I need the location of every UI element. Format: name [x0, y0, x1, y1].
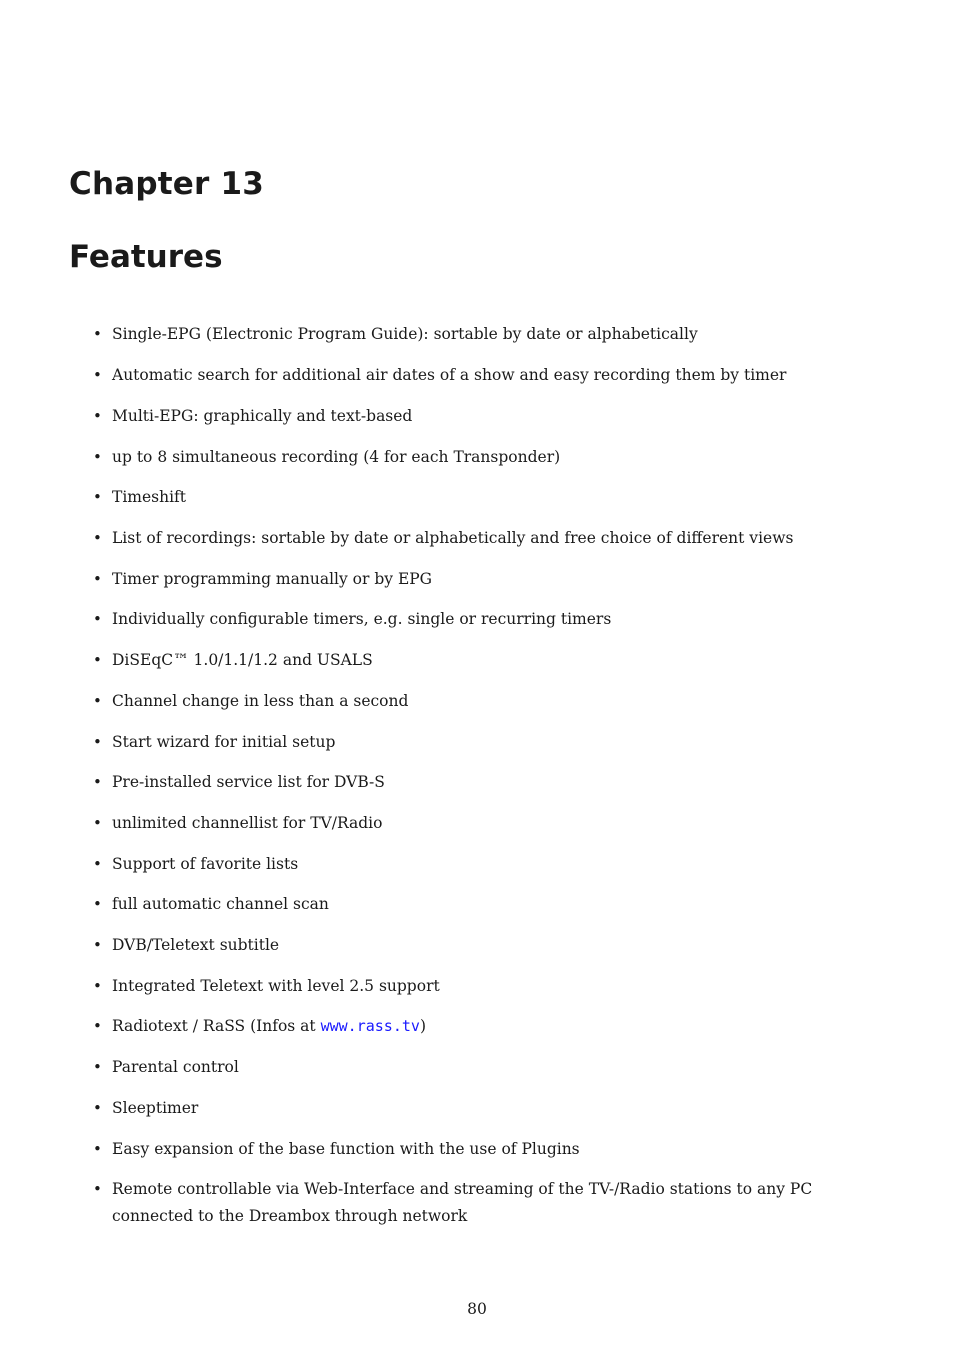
- bullet-icon: •: [93, 733, 102, 751]
- list-item: [93, 932, 897, 959]
- feature-text: List of recordings: sortable by date or alphabetically and free choice of different views: [112, 529, 794, 547]
- bullet-icon: •: [93, 610, 102, 628]
- feature-text: Easy expansion of the base function with the use of Plugins: [112, 1140, 580, 1158]
- feature-text: up to 8 simultaneous recording (4 for each Transponder): [112, 448, 561, 466]
- list-item: [93, 729, 897, 756]
- chapter-label: Chapter 13: [69, 166, 264, 202]
- list-item: [93, 444, 897, 471]
- bullet-icon: •: [93, 895, 102, 913]
- feature-text: Single-EPG (Electronic Program Guide): sortable by date or alphabetically: [112, 325, 698, 343]
- list-item: [93, 525, 897, 552]
- bullet-icon: •: [93, 325, 102, 343]
- feature-text: Sleeptimer: [112, 1099, 199, 1117]
- bullet-icon: •: [93, 1180, 102, 1198]
- list-item: [93, 688, 897, 715]
- list-item: [93, 1013, 897, 1040]
- list-item: [93, 810, 897, 837]
- list-item: [93, 1136, 897, 1163]
- list-item: [93, 484, 897, 511]
- list-item: [93, 403, 897, 430]
- bullet-icon: •: [93, 651, 102, 669]
- list-item: [93, 1054, 897, 1081]
- bullet-icon: •: [93, 448, 102, 466]
- feature-text: DVB/Teletext subtitle: [112, 936, 280, 954]
- bullet-icon: •: [93, 1017, 102, 1035]
- feature-text: Pre-installed service list for DVB-S: [112, 773, 385, 791]
- bullet-icon: •: [93, 936, 102, 954]
- bullet-icon: •: [93, 488, 102, 506]
- bullet-icon: •: [93, 366, 102, 384]
- list-item: [93, 566, 897, 593]
- feature-text: Timeshift: [112, 488, 187, 506]
- feature-text: DiSEqC™ 1.0/1.1/1.2 and USALS: [112, 651, 373, 669]
- bullet-icon: •: [93, 570, 102, 588]
- feature-text: Radiotext / RaSS (Infos at: [112, 1017, 321, 1035]
- list-item: [93, 769, 897, 796]
- feature-text: Automatic search for additional air dates of a show and easy recording them by timer: [112, 366, 787, 384]
- feature-text: Parental control: [112, 1058, 239, 1076]
- bullet-icon: •: [93, 529, 102, 547]
- chapter-title: Features: [69, 239, 223, 275]
- bullet-icon: •: [93, 1140, 102, 1158]
- feature-text: Individually configurable timers, e.g. single or recurring timers: [112, 610, 612, 628]
- list-item: [93, 891, 897, 918]
- list-item: [93, 973, 897, 1000]
- bullet-icon: •: [93, 855, 102, 873]
- bullet-icon: •: [93, 814, 102, 832]
- feature-text: Start wizard for initial setup: [112, 733, 336, 751]
- feature-text: full automatic channel scan: [112, 895, 329, 913]
- list-item: [93, 851, 897, 878]
- bullet-icon: •: [93, 773, 102, 791]
- feature-text-suffix: ): [419, 1017, 426, 1035]
- page-number: 80: [467, 1300, 487, 1318]
- bullet-icon: •: [93, 977, 102, 995]
- list-item: [93, 1095, 897, 1122]
- list-item: [93, 321, 897, 348]
- list-item: [93, 1176, 897, 1230]
- feature-text: Support of favorite lists: [112, 855, 299, 873]
- feature-text: Multi-EPG: graphically and text-based: [112, 407, 413, 425]
- feature-text: Channel change in less than a second: [112, 692, 409, 710]
- feature-text: Timer programming manually or by EPG: [112, 570, 433, 588]
- feature-text: Integrated Teletext with level 2.5 support: [112, 977, 440, 995]
- list-item: [93, 647, 897, 674]
- list-item: [93, 606, 897, 633]
- bullet-icon: •: [93, 1099, 102, 1117]
- bullet-icon: •: [93, 407, 102, 425]
- list-item: [93, 362, 897, 389]
- feature-text: unlimited channellist for TV/Radio: [112, 814, 383, 832]
- feature-text: Remote controllable via Web-Interface and streaming of the TV-/Radio stations to any PC connected to the Dreambox through network: [112, 1180, 813, 1225]
- bullet-icon: •: [93, 1058, 102, 1076]
- rass-link[interactable]: www.rass.tv: [320, 1017, 420, 1035]
- bullet-icon: •: [93, 692, 102, 710]
